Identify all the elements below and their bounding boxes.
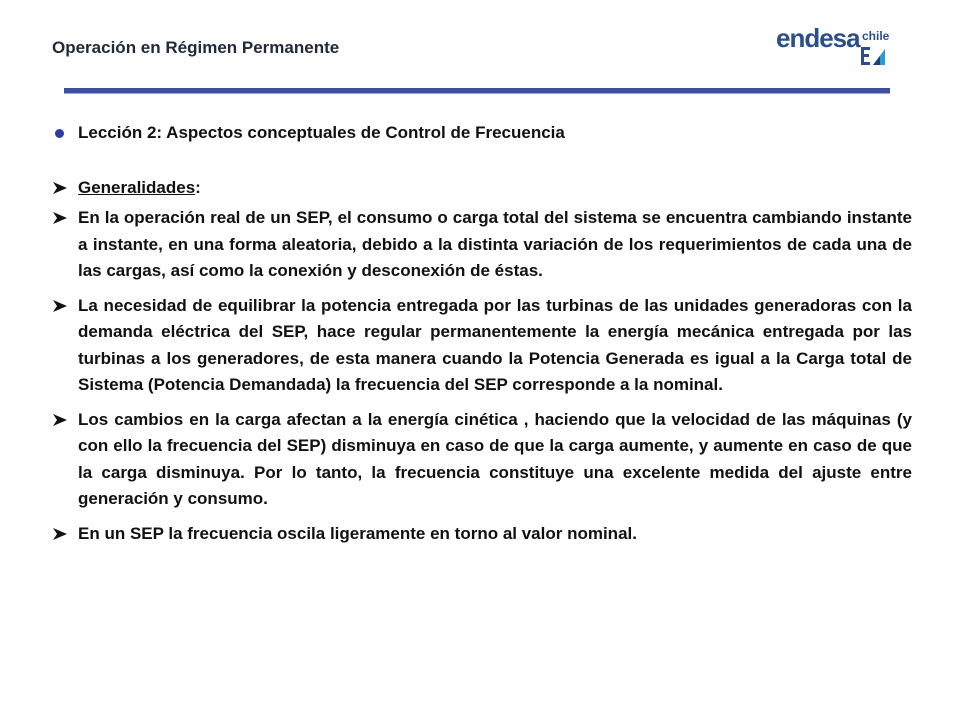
- lesson-heading-text: Lección 2: Aspectos conceptuales de Control de Frecuencia: [78, 123, 565, 142]
- paragraph-2: [52, 293, 912, 399]
- logo-subtext: chile: [862, 29, 890, 43]
- paragraph-3: [52, 407, 912, 513]
- section-heading: [52, 175, 912, 202]
- paragraph-4-text: En un SEP la frecuencia oscila ligeramente en torno al valor nominal.: [78, 523, 637, 543]
- arrow-bullet-icon: [52, 527, 68, 541]
- arrow-bullet-icon: [52, 299, 68, 313]
- lesson-heading: [52, 120, 912, 147]
- arrow-bullet-icon: [52, 413, 68, 427]
- paragraph-1-text: En la operación real de un SEP, el consumo o carga total del sistema se encuentra cambiando instante a instante, en una forma aleatoria, debido a la distinta variación de los requerimientos de cada una de las cargas, así como la conexión y desconexión de éstas.: [78, 208, 912, 280]
- paragraph-3-text: Los cambios en la carga afectan a la energía cinética , haciendo que la velocidad de las máquinas (y con ello la frecuencia del SEP) disminuya en caso de que la carga aumente, y aumente en caso de que la carga disminuya. Por lo tanto, la frecuencia constituye una excelente medida del ajuste entre generación y consumo.: [78, 409, 912, 508]
- paragraph-2-text: La necesidad de equilibrar la potencia entregada por las turbinas de las unidades generadoras con la demanda eléctrica del SEP, hace regular permanentemente la energía mecánica entregada por las turbinas a los generadores, de esta manera cuando la Potencia Generada es igual a la Carga total de Sistema (Potencia Demandada) la frecuencia del SEP corresponde a la nominal.: [78, 295, 912, 394]
- slide-title: Operación en Régimen Permanente: [52, 38, 340, 57]
- arrow-bullet-icon: [52, 181, 68, 195]
- paragraph-4: [52, 521, 912, 548]
- circle-bullet-icon: [55, 129, 64, 138]
- endesa-e-icon: [860, 46, 886, 66]
- section-heading-colon: :: [195, 177, 201, 197]
- paragraph-1: [52, 205, 912, 285]
- section-heading-text: Generalidades: [78, 177, 196, 197]
- slide-content: [52, 120, 912, 547]
- logo-wordmark: endesa: [776, 23, 860, 53]
- arrow-bullet-icon: [52, 211, 68, 225]
- header-divider: [64, 88, 890, 94]
- endesa-chile-logo: [776, 24, 894, 68]
